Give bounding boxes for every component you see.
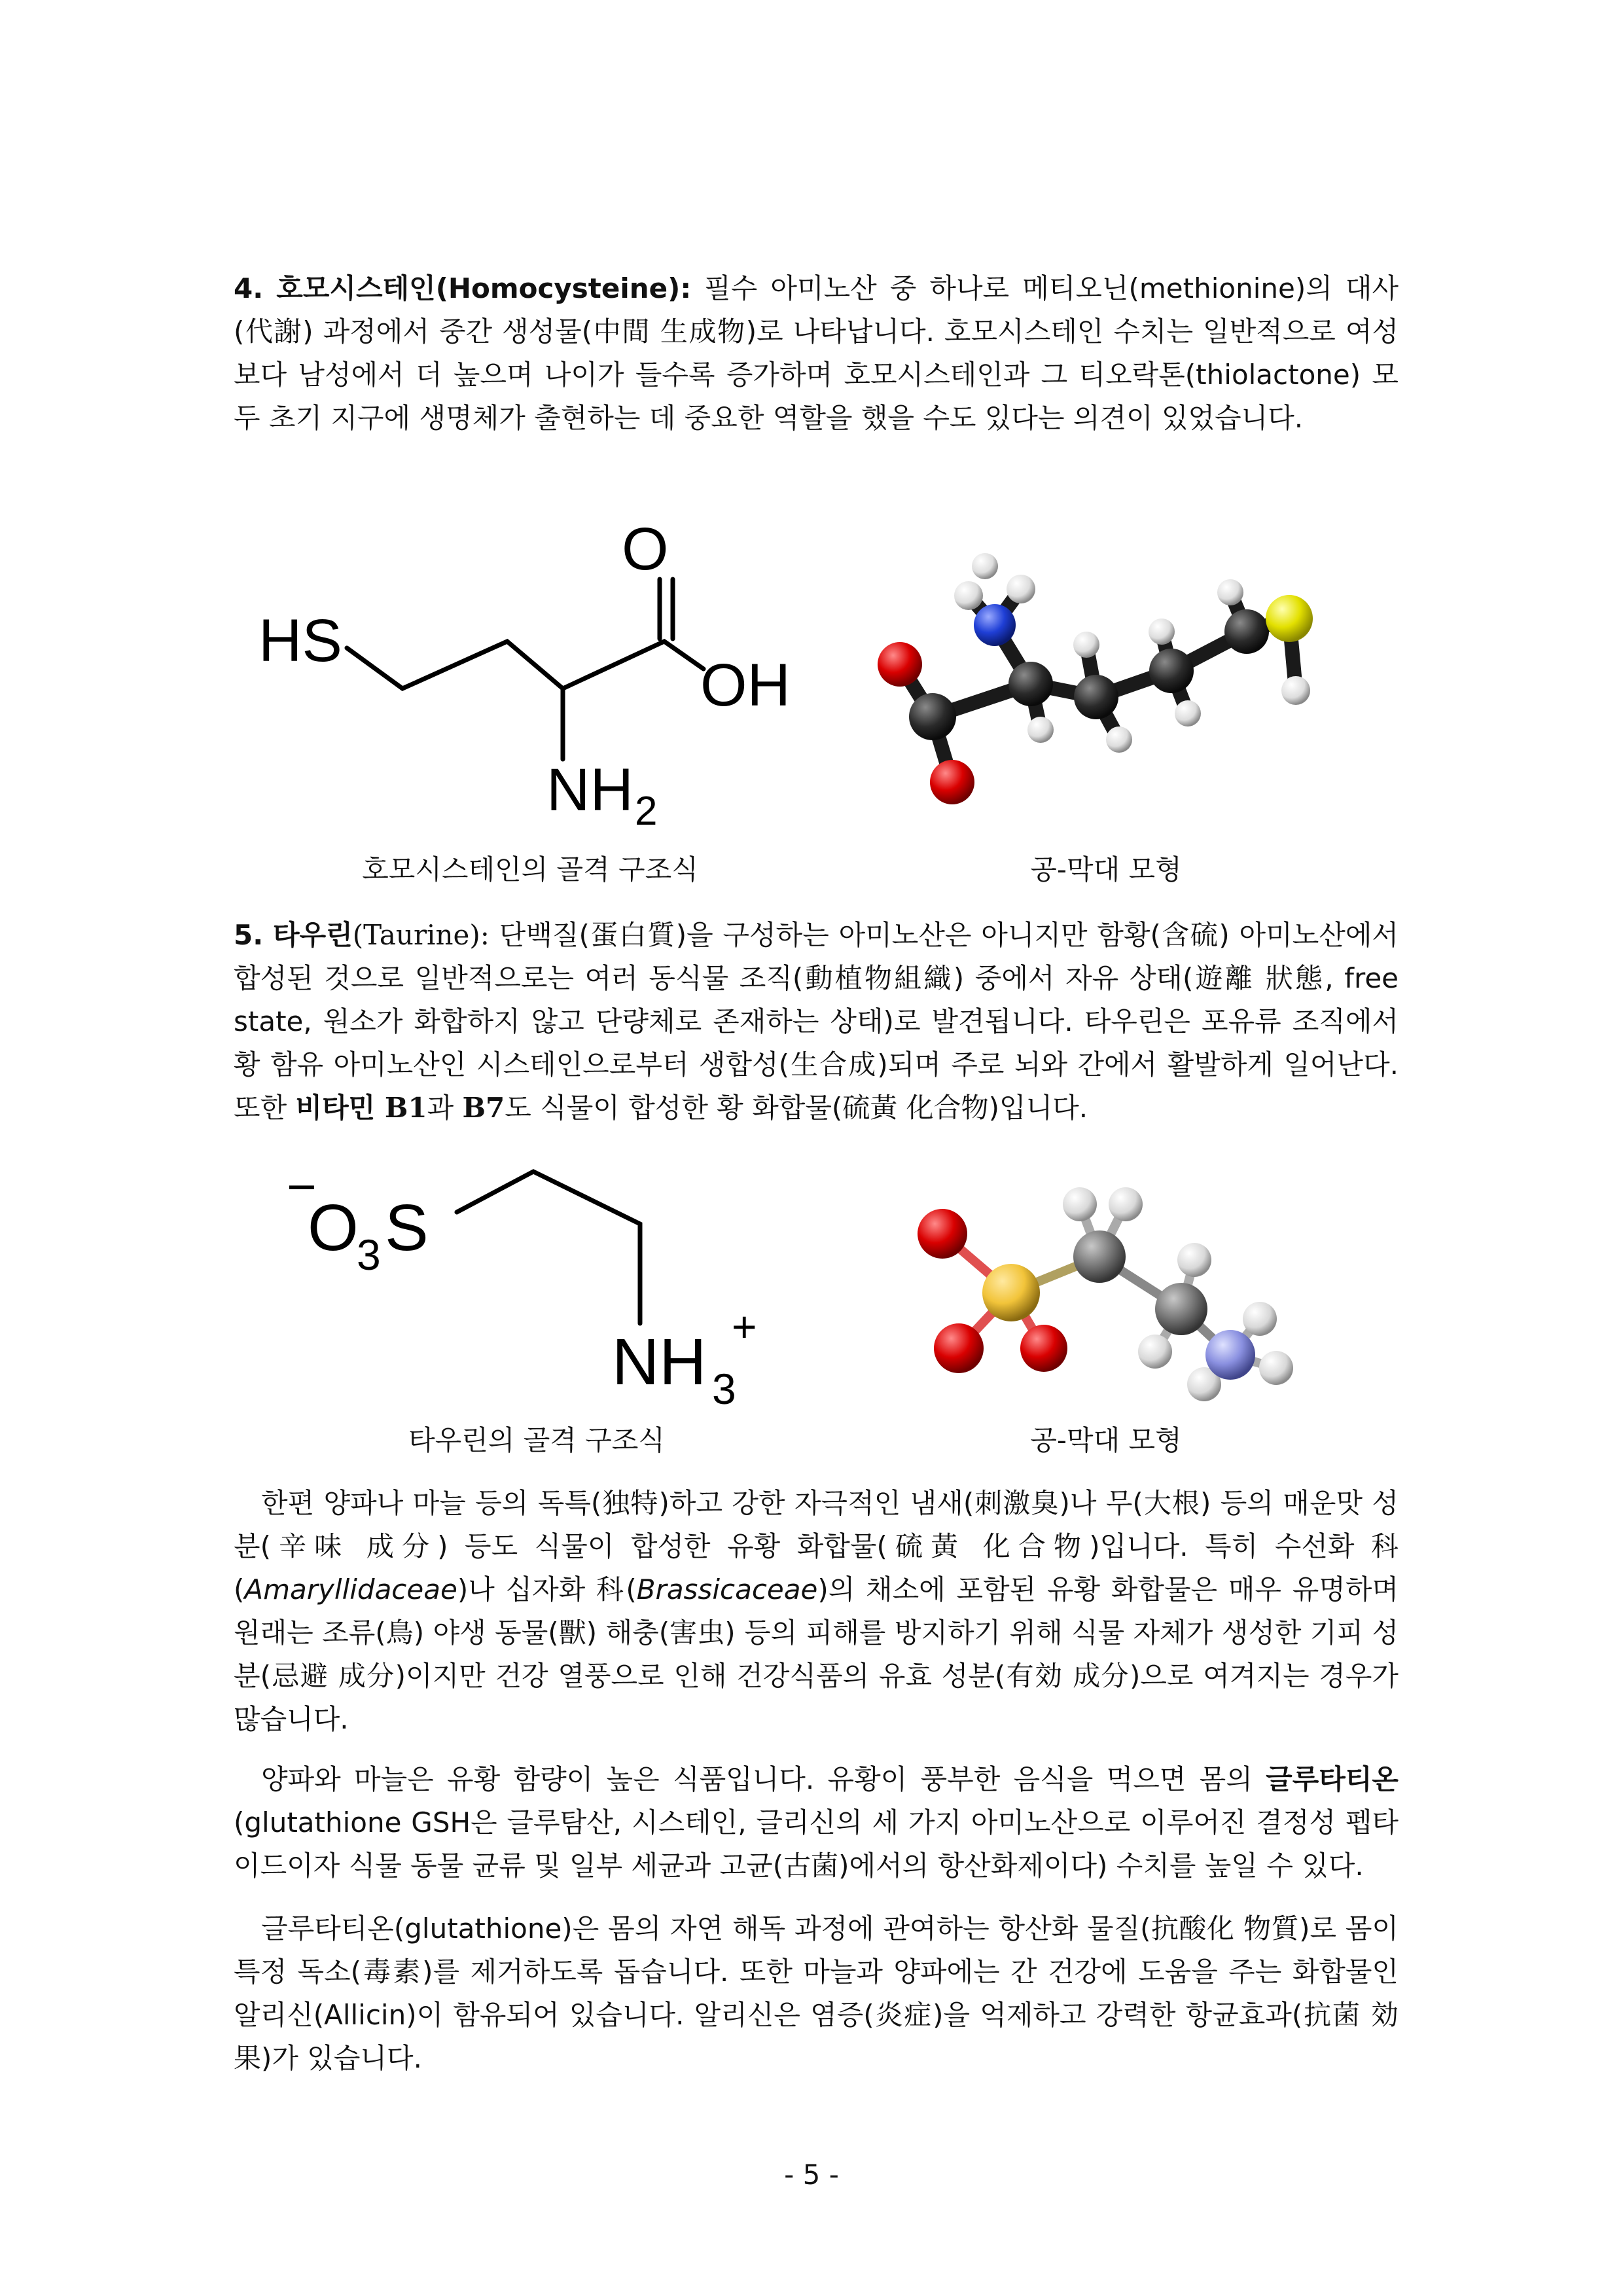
carbon-atom bbox=[909, 693, 956, 740]
hydrogen-atom bbox=[1149, 619, 1175, 645]
hydrogen-atom bbox=[954, 581, 983, 610]
carbon-atom bbox=[1155, 1283, 1207, 1335]
carbon-atom bbox=[1008, 662, 1053, 706]
atom-label-oh: OH bbox=[700, 652, 791, 719]
atom-label-o: O bbox=[622, 517, 669, 583]
atom-label-o: O bbox=[308, 1191, 359, 1265]
atom-label-nh: NH bbox=[546, 757, 633, 823]
hydrogen-atom bbox=[1177, 1243, 1211, 1277]
homocysteine-ball-stick-model bbox=[870, 537, 1342, 838]
page-number: - 5 - bbox=[784, 2159, 839, 2191]
family-amaryllidaceae: Amaryllidaceae bbox=[244, 1573, 457, 1605]
atom-label-nh: NH bbox=[612, 1325, 707, 1399]
nitrogen-atom bbox=[1205, 1330, 1255, 1380]
glutathione-term: 글루타티온 bbox=[1266, 1763, 1399, 1795]
hydrogen-atom bbox=[1281, 676, 1310, 705]
homocysteine-skeletal-formula bbox=[249, 517, 812, 831]
atom-label-sub2: 2 bbox=[635, 789, 658, 831]
taurine-skeletal-formula bbox=[281, 1152, 779, 1414]
taurine-paragraph: 5. 타우린(Taurine): 단백질(蛋白質)을 구성하는 아미노산은 아니지만 함황(含硫) 아미노산에서 합성된 것으로 일반적으로는 여러 동식물 조직(動植物組織) 중에서 자유 상태(遊離 狀態, free state, 원소가 화합하지 않고 단량체로 존재하는 상태)로 발견됩니다. 타우린은 포유류 조직에서 황 함유 아미노산인 시스테인으로부터 생합성(生合成)되며 주로 뇌와 간에서 활발하게 일어난다. 또한 비타민 B1과 B7도 식물이 합성한 황 화합물(硫黃 化合物)입니다. bbox=[234, 919, 1399, 1124]
taurine-model-caption: 공-막대 모형 bbox=[1030, 1424, 1182, 1456]
oxygen-atom bbox=[934, 1323, 984, 1373]
sulfur-atom bbox=[982, 1264, 1040, 1321]
sulfur-atom bbox=[1266, 595, 1313, 642]
atom-label-nsub3: 3 bbox=[712, 1365, 736, 1413]
bond-lines bbox=[457, 1172, 640, 1323]
carbon-atom bbox=[1074, 675, 1118, 719]
hydrogen-atom bbox=[972, 553, 998, 579]
hydrogen-atom bbox=[1007, 575, 1035, 603]
hydrogen-atom bbox=[1106, 726, 1132, 753]
section-number: 4. bbox=[234, 272, 264, 304]
hydrogen-atom bbox=[1027, 717, 1054, 743]
vitamin-b7: B7 bbox=[462, 1092, 505, 1124]
charge-plus: + bbox=[732, 1302, 757, 1351]
carbon-atom bbox=[1073, 1230, 1126, 1283]
section-english-name: (Homocysteine): bbox=[435, 272, 692, 304]
hydrogen-atom bbox=[1063, 1187, 1097, 1221]
glutathione-paragraph: 양파와 마늘은 유황 함량이 높은 식품입니다. 유황이 풍부한 음식을 먹으면 몸의 글루타티온(glutathione GSH은 글루탐산, 시스테인, 글리신의 세 가지 아미노산으로 이루어진 결정성 펩타이드이자 식물 동물 균류 및 일부 세균과 고균(古菌)에서의 항산화제이다) 수치를 높일 수 있다. bbox=[234, 1763, 1399, 1882]
oxygen-atom bbox=[930, 760, 974, 804]
oxygen-atom bbox=[918, 1209, 967, 1259]
hydrogen-atom bbox=[1109, 1187, 1143, 1221]
atom-label-s: S bbox=[385, 1191, 429, 1265]
taurine-structure-caption: 타우린의 골격 구조식 bbox=[408, 1424, 665, 1456]
hydrogen-atom bbox=[1217, 579, 1243, 605]
nitrogen-atom bbox=[974, 604, 1016, 646]
family-brassicaceae: Brassicaceae bbox=[636, 1573, 818, 1605]
hydrogen-atom bbox=[1073, 632, 1099, 658]
taurine-ball-stick-model bbox=[897, 1158, 1315, 1407]
oxygen-atom bbox=[878, 642, 922, 687]
bond-lines bbox=[347, 579, 704, 759]
sulfur-compounds-paragraph: 한편 양파나 마늘 등의 독특(独特)하고 강한 자극적인 냄새(刺激臭)나 무(大根) 등의 매운맛 성분(辛味 成分) 등도 식물이 합성한 유황 화합물(硫黃 化合物)입니다. 특히 수선화 科(Amaryllidaceae)나 십자화 科(Brassicaceae)의 채소에 포함된 유황 화합물은 매우 유명하며 원래는 조류(鳥) 야생 동물(獸) 해충(害虫) 등의 피해를 방지하기 위해 식물 자체가 생성한 기피 성분(忌避 成分)이지만 건강 열풍으로 인해 건강식품의 유효 성분(有効 成分)으로 여겨지는 경우가 많습니다. bbox=[234, 1487, 1399, 1735]
oxygen-atom bbox=[1020, 1325, 1067, 1372]
section-title: 타우린 bbox=[273, 919, 353, 951]
hydrogen-atom bbox=[1138, 1335, 1172, 1369]
hydrogen-atom bbox=[1175, 700, 1201, 726]
homocysteine-paragraph bbox=[234, 267, 1399, 440]
vitamin-b1: 비타민 B1 bbox=[295, 1092, 427, 1124]
atom-label-hs: HS bbox=[259, 607, 342, 674]
section-body: 단백질(蛋白質)을 구성하는 아미노산은 아니지만 함황(含硫) 아미노산에서 합성된 것으로 일반적으로는 여러 동식물 조직(動植物組織) 중에서 자유 상태(遊離 狀態, free state, 원소가 화합하지 않고 단량체로 존재하는 상태)로 발견됩니다. 타우린은 포유류 조직에서 황 함유 아미노산인 시스테인으로부터 생합성(生合成)되며 주로 뇌와 간에서 활발하게 일어난다. 또한 bbox=[234, 919, 1399, 1124]
homocysteine-structure-caption: 호모시스테인의 골격 구조식 bbox=[362, 853, 698, 886]
hydrogen-atom bbox=[1259, 1351, 1293, 1385]
charge-minus: − bbox=[287, 1158, 317, 1215]
carbon-atom bbox=[1224, 609, 1269, 654]
atom-label-sub3: 3 bbox=[357, 1230, 381, 1279]
section-number: 5. bbox=[234, 919, 264, 951]
hydrogen-atom bbox=[1243, 1302, 1277, 1336]
allicin-paragraph: 글루타티온(glutathione)은 몸의 자연 해독 과정에 관여하는 항산화 물질(抗酸化 物質)로 몸이 특정 독소(毒素)를 제거하도록 돕습니다. 또한 마늘과 양파에는 간 건강에 도움을 주는 화합물인 알리신(Allicin)이 함유되어 있습니다. 알리신은 염증(炎症)을 억제하고 강력한 항균효과(抗菌 効果)가 있습니다. bbox=[234, 1912, 1399, 2074]
section-title: 호모시스테인 bbox=[276, 272, 436, 304]
carbon-atom bbox=[1149, 649, 1194, 693]
section-body: 필수 아미노산 중 하나로 메티오닌(methionine)의 대사(代謝) 과정에서 중간 생성물(中間 生成物)로 나타납니다. 호모시스테인 수치는 일반적으로 여성보다 남성에서 더 높으며 나이가 들수록 증가하며 호모시스테인과 그 티오락톤(thiolactone) 모두 초기 지구에 생명체가 출현하는 데 중요한 역할을 했을 수도 있다는 의견이 있었습니다. bbox=[234, 272, 1399, 434]
section-english-name: (Taurine): bbox=[352, 919, 490, 951]
homocysteine-model-caption: 공-막대 모형 bbox=[1030, 853, 1182, 886]
